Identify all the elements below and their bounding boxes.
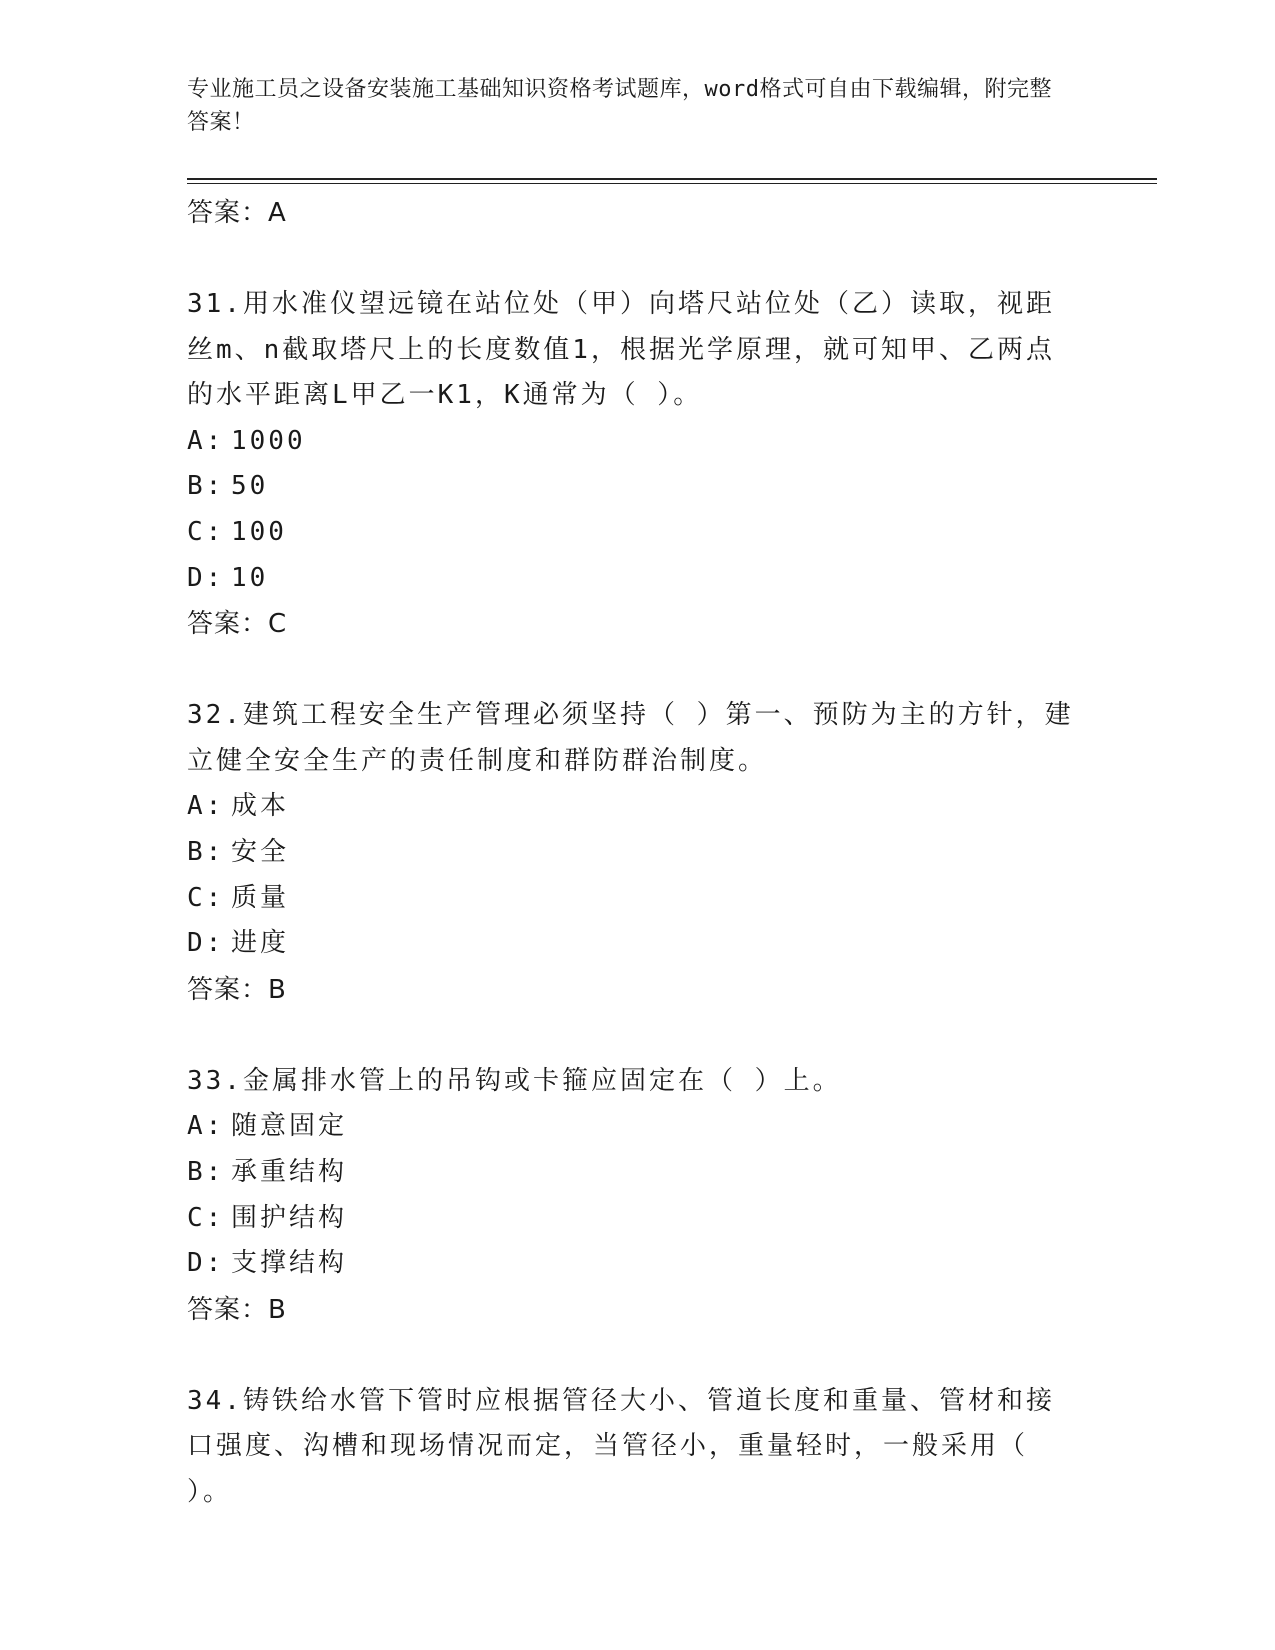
option-b <box>187 464 1077 510</box>
option-a <box>187 1104 1077 1150</box>
option-c <box>187 510 1077 556</box>
question-block <box>187 693 1077 1013</box>
header-divider-thin <box>187 183 1157 184</box>
option-d <box>187 1241 1077 1287</box>
option-letter: B: <box>187 1156 225 1187</box>
header-divider <box>187 178 1157 180</box>
question-list <box>187 190 1077 1515</box>
answer-line: 答案：B <box>187 974 287 1005</box>
option-letter: C: <box>187 516 225 547</box>
option-text: 围护结构 <box>231 1202 348 1233</box>
option-a <box>187 784 1077 830</box>
answer-line: 答案：A <box>187 198 287 228</box>
option-text: 安全 <box>231 836 290 867</box>
option-text: 承重结构 <box>231 1156 348 1187</box>
question-stem: 32.建筑工程安全生产管理必须坚持（ ）第一、预防为主的方针，建立健全安全生产的责任制度和群防群治制度。 <box>187 700 1074 776</box>
option-text: 1000 <box>231 425 306 456</box>
option-letter: B: <box>187 836 225 867</box>
option-text: 质量 <box>231 882 290 913</box>
option-text: 50 <box>231 471 269 502</box>
option-letter: A: <box>187 791 225 822</box>
question-stem: 34.铸铁给水管下管时应根据管径大小、管道长度和重量、管材和接口强度、沟槽和现场情况而定，当管径小，重量轻时，一般采用（ ）。 <box>187 1385 1055 1507</box>
option-text: 10 <box>231 562 269 593</box>
option-d <box>187 556 1077 602</box>
document-header: 专业施工员之设备安装施工基础知识资格考试题库，word格式可自由下载编辑，附完整答案！ <box>187 77 1052 135</box>
question-stem: 33.金属排水管上的吊钩或卡箍应固定在（ ）上。 <box>187 1065 842 1096</box>
answer-line: 答案：B <box>187 1294 287 1325</box>
answer-line: 答案：C <box>187 609 288 640</box>
option-letter: A: <box>187 425 225 456</box>
option-b <box>187 1150 1077 1196</box>
option-letter: D: <box>187 928 225 959</box>
option-d <box>187 921 1077 967</box>
question-block <box>187 1059 1077 1333</box>
option-text: 成本 <box>231 791 290 822</box>
option-letter: D: <box>187 1248 225 1279</box>
option-letter: C: <box>187 882 225 913</box>
option-text: 随意固定 <box>231 1111 348 1142</box>
option-letter: A: <box>187 1111 225 1142</box>
option-text: 支撑结构 <box>231 1248 348 1279</box>
option-c <box>187 1196 1077 1242</box>
option-a <box>187 419 1077 465</box>
question-stem: 31.用水准仪望远镜在站位处（甲）向塔尺站位处（乙）读取，视距丝m、n截取塔尺上的长度数值1，根据光学原理，就可知甲、乙两点的水平距离L甲乙一K1，K通常为（ ）。 <box>187 289 1055 411</box>
option-text: 100 <box>231 516 287 547</box>
option-c <box>187 876 1077 922</box>
option-text: 进度 <box>231 928 290 959</box>
option-letter: D: <box>187 562 225 593</box>
question-block <box>187 282 1077 647</box>
option-b <box>187 830 1077 876</box>
question-block <box>187 1379 1077 1516</box>
option-letter: C: <box>187 1202 225 1233</box>
option-letter: B: <box>187 471 225 502</box>
